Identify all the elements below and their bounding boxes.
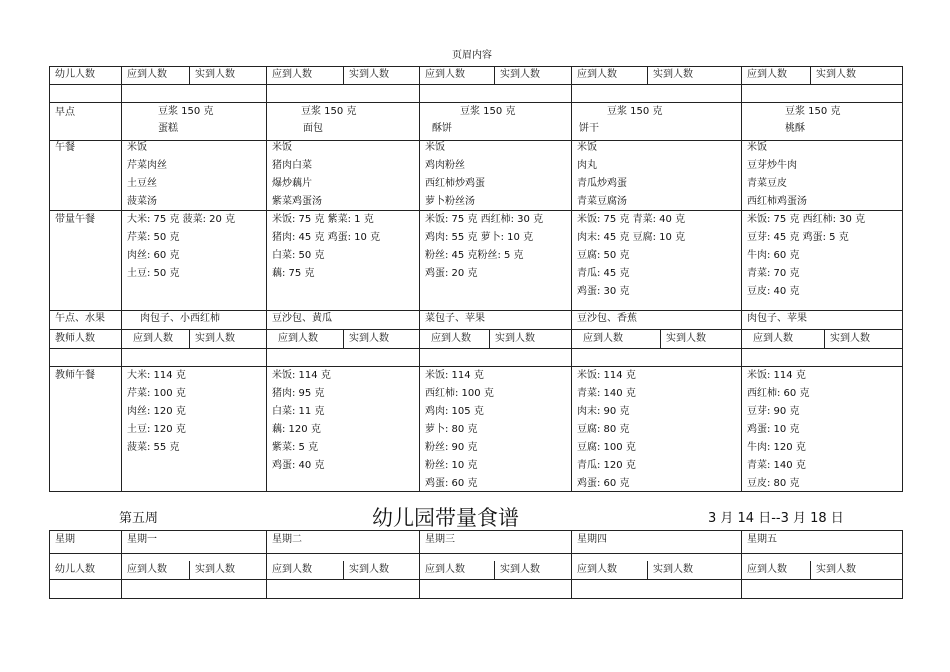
expected-count-header: 应到人数 — [747, 564, 787, 575]
table-rule-vertical — [49, 66, 50, 491]
expected-count-header: 应到人数 — [747, 69, 787, 80]
table-rule-vertical — [189, 561, 190, 579]
table-rule-horizontal — [49, 84, 903, 85]
teacher-expected-header: 应到人数 — [133, 333, 173, 344]
teacher-amount: 豆腐: 100 克 — [577, 442, 636, 453]
breakfast-food: 酥饼 — [432, 123, 452, 134]
actual-count-header: 实到人数 — [195, 69, 235, 80]
weekday-name: 星期三 — [425, 534, 455, 545]
teacher-expected-header: 应到人数 — [583, 333, 623, 344]
weekday-name: 星期四 — [577, 534, 607, 545]
teacher-amount: 粉丝: 10 克 — [425, 460, 478, 471]
lunch-amount: 豆芽: 45 克 鸡蛋: 5 克 — [747, 232, 849, 243]
table-rule-horizontal — [49, 210, 903, 211]
table-rule-vertical — [571, 530, 572, 598]
lunch-amount: 猪肉: 45 克 鸡蛋: 10 克 — [272, 232, 381, 243]
table-rule-vertical — [49, 530, 50, 598]
breakfast-drink: 豆浆 150 克 — [607, 106, 663, 117]
lunch-dish: 米饭 — [425, 142, 445, 153]
expected-count-header: 应到人数 — [272, 69, 312, 80]
lunch-dish: 芹菜肉丝 — [127, 160, 167, 171]
table-rule-vertical — [189, 329, 190, 348]
teacher-amount: 米饭: 114 克 — [425, 370, 484, 381]
snack-item: 豆沙包、香蕉 — [577, 313, 637, 324]
teacher-amount: 藕: 120 克 — [272, 424, 321, 435]
week-label: 第五周 — [119, 511, 159, 526]
table-rule-vertical — [343, 561, 344, 579]
table-rule-horizontal — [49, 140, 903, 141]
teacher-actual-header: 实到人数 — [495, 333, 535, 344]
lunch-dish: 豆芽炒牛肉 — [747, 160, 797, 171]
table-rule-vertical — [741, 530, 742, 598]
lunch-dish: 西红柿炒鸡蛋 — [425, 178, 485, 189]
teacher-actual-header: 实到人数 — [830, 333, 870, 344]
label-lunch: 午餐 — [55, 142, 75, 153]
table-rule-vertical — [741, 66, 742, 491]
teacher-amount: 菠菜: 55 克 — [127, 442, 180, 453]
page-header: 页眉内容 — [452, 50, 492, 61]
teacher-amount: 豆腐: 80 克 — [577, 424, 630, 435]
lunch-dish: 米饭 — [127, 142, 147, 153]
breakfast-drink: 豆浆 150 克 — [460, 106, 516, 117]
expected-count-header: 应到人数 — [272, 564, 312, 575]
teacher-expected-header: 应到人数 — [753, 333, 793, 344]
actual-count-header: 实到人数 — [500, 564, 540, 575]
table-rule-vertical — [810, 66, 811, 84]
breakfast-food: 桃酥 — [785, 123, 805, 134]
teacher-amount: 鸡蛋: 40 克 — [272, 460, 325, 471]
weekday-name: 星期五 — [747, 534, 777, 545]
table-rule-horizontal — [49, 102, 903, 103]
actual-count-header: 实到人数 — [500, 69, 540, 80]
table-rule-vertical — [902, 530, 903, 598]
expected-count-header: 应到人数 — [425, 69, 465, 80]
teacher-amount: 鸡蛋: 10 克 — [747, 424, 800, 435]
actual-count-header: 实到人数 — [349, 564, 389, 575]
lunch-amount: 鸡蛋: 20 克 — [425, 268, 478, 279]
label-attendance: 幼儿人数 — [55, 69, 95, 80]
table-rule-horizontal — [49, 598, 903, 599]
table-rule-horizontal — [49, 66, 903, 67]
teacher-amount: 土豆: 120 克 — [127, 424, 186, 435]
lunch-dish: 肉丸 — [577, 160, 597, 171]
table-rule-vertical — [494, 66, 495, 84]
lunch-amount: 芹菜: 50 克 — [127, 232, 180, 243]
teacher-amount: 大米: 114 克 — [127, 370, 186, 381]
actual-count-header: 实到人数 — [653, 69, 693, 80]
teacher-actual-header: 实到人数 — [195, 333, 235, 344]
label-teacher-lunch: 教师午餐 — [55, 370, 95, 381]
table-rule-vertical — [343, 329, 344, 348]
lunch-dish: 爆炒藕片 — [272, 178, 312, 189]
lunch-dish: 青菜豆皮 — [747, 178, 787, 189]
lunch-dish: 米饭 — [577, 142, 597, 153]
table-rule-vertical — [343, 66, 344, 84]
table-rule-vertical — [647, 561, 648, 579]
table-rule-vertical — [571, 66, 572, 491]
date-range: 3 月 14 日--3 月 18 日 — [708, 511, 844, 526]
snack-item: 菜包子、苹果 — [425, 313, 485, 324]
label-teacher-count: 教师人数 — [55, 333, 95, 344]
weekday-label: 星期 — [55, 534, 75, 545]
table-rule-horizontal — [49, 553, 903, 554]
table-rule-horizontal — [49, 491, 903, 492]
teacher-amount: 青菜: 140 克 — [577, 388, 636, 399]
lunch-amount: 豆腐: 50 克 — [577, 250, 630, 261]
lunch-dish: 土豆丝 — [127, 178, 157, 189]
lunch-amount: 土豆: 50 克 — [127, 268, 180, 279]
actual-count-header: 实到人数 — [195, 564, 235, 575]
snack-item: 豆沙包、黄瓜 — [272, 313, 332, 324]
table-rule-horizontal — [49, 310, 903, 311]
lunch-amount: 青瓜: 45 克 — [577, 268, 630, 279]
table-rule-vertical — [647, 66, 648, 84]
label-breakfast: 早点 — [55, 107, 75, 118]
table-rule-vertical — [810, 561, 811, 579]
weekday-name: 星期二 — [272, 534, 302, 545]
teacher-amount: 肉末: 90 克 — [577, 406, 630, 417]
teacher-amount: 芹菜: 100 克 — [127, 388, 186, 399]
label-lunch-amounts: 带量午餐 — [55, 214, 95, 225]
teacher-amount: 西红柿: 60 克 — [747, 388, 810, 399]
table-rule-vertical — [121, 66, 122, 491]
expected-count-header: 应到人数 — [127, 69, 167, 80]
expected-count-header: 应到人数 — [425, 564, 465, 575]
teacher-amount: 青菜: 140 克 — [747, 460, 806, 471]
lunch-amount: 白菜: 50 克 — [272, 250, 325, 261]
teacher-amount: 肉丝: 120 克 — [127, 406, 186, 417]
table-rule-vertical — [266, 530, 267, 598]
table-rule-vertical — [419, 530, 420, 598]
lunch-amount: 米饭: 75 克 青菜: 40 克 — [577, 214, 686, 225]
table-rule-vertical — [902, 66, 903, 491]
breakfast-food: 面包 — [303, 123, 323, 134]
lunch-amount: 米饭: 75 克 紫菜: 1 克 — [272, 214, 374, 225]
table-rule-vertical — [660, 329, 661, 348]
lunch-amount: 米饭: 75 克 西红柿: 30 克 — [425, 214, 544, 225]
expected-count-header: 应到人数 — [127, 564, 167, 575]
actual-count-header: 实到人数 — [653, 564, 693, 575]
table-rule-vertical — [189, 66, 190, 84]
snack-item: 肉包子、小西红柿 — [140, 313, 220, 324]
teacher-amount: 豆皮: 80 克 — [747, 478, 800, 489]
lunch-dish: 紫菜鸡蛋汤 — [272, 196, 322, 207]
lunch-amount: 鸡蛋: 30 克 — [577, 286, 630, 297]
lunch-dish: 鸡肉粉丝 — [425, 160, 465, 171]
table-rule-horizontal — [49, 530, 903, 531]
breakfast-drink: 豆浆 150 克 — [158, 106, 214, 117]
expected-count-header: 应到人数 — [577, 69, 617, 80]
table-rule-horizontal — [49, 348, 903, 349]
breakfast-food: 饼干 — [579, 123, 599, 134]
attendance-label-bottom: 幼儿人数 — [55, 564, 95, 575]
label-snack: 午点、水果 — [55, 313, 105, 324]
teacher-amount: 鸡蛋: 60 克 — [577, 478, 630, 489]
lunch-dish: 米饭 — [747, 142, 767, 153]
table-rule-horizontal — [49, 329, 903, 330]
teacher-amount: 鸡蛋: 60 克 — [425, 478, 478, 489]
table-rule-horizontal — [49, 366, 903, 367]
teacher-amount: 白菜: 11 克 — [272, 406, 325, 417]
menu-title: 幼儿园带量食谱 — [372, 506, 519, 530]
lunch-dish: 米饭 — [272, 142, 292, 153]
teacher-amount: 紫菜: 5 克 — [272, 442, 319, 453]
teacher-amount: 米饭: 114 克 — [577, 370, 636, 381]
lunch-amount: 藕: 75 克 — [272, 268, 315, 279]
table-rule-horizontal — [49, 579, 903, 580]
table-rule-vertical — [121, 530, 122, 598]
lunch-dish: 猪肉白菜 — [272, 160, 312, 171]
teacher-expected-header: 应到人数 — [431, 333, 471, 344]
lunch-amount: 牛肉: 60 克 — [747, 250, 800, 261]
table-rule-vertical — [494, 561, 495, 579]
teacher-amount: 萝卜: 80 克 — [425, 424, 478, 435]
teacher-amount: 米饭: 114 克 — [272, 370, 331, 381]
lunch-amount: 青菜: 70 克 — [747, 268, 800, 279]
teacher-amount: 西红柿: 100 克 — [425, 388, 494, 399]
teacher-actual-header: 实到人数 — [349, 333, 389, 344]
lunch-dish: 青瓜炒鸡蛋 — [577, 178, 627, 189]
lunch-amount: 肉丝: 60 克 — [127, 250, 180, 261]
actual-count-header: 实到人数 — [349, 69, 389, 80]
lunch-dish: 青菜豆腐汤 — [577, 196, 627, 207]
teacher-amount: 青瓜: 120 克 — [577, 460, 636, 471]
actual-count-header: 实到人数 — [816, 69, 856, 80]
teacher-amount: 猪肉: 95 克 — [272, 388, 325, 399]
weekday-name: 星期一 — [127, 534, 157, 545]
lunch-dish: 萝卜粉丝汤 — [425, 196, 475, 207]
lunch-amount: 豆皮: 40 克 — [747, 286, 800, 297]
lunch-dish: 西红柿鸡蛋汤 — [747, 196, 807, 207]
lunch-amount: 鸡肉: 55 克 萝卜: 10 克 — [425, 232, 534, 243]
table-rule-vertical — [419, 66, 420, 491]
breakfast-drink: 豆浆 150 克 — [785, 106, 841, 117]
teacher-amount: 米饭: 114 克 — [747, 370, 806, 381]
lunch-amount: 粉丝: 45 克粉丝: 5 克 — [425, 250, 524, 261]
snack-item: 肉包子、苹果 — [747, 313, 807, 324]
lunch-dish: 菠菜汤 — [127, 196, 157, 207]
expected-count-header: 应到人数 — [577, 564, 617, 575]
teacher-amount: 牛肉: 120 克 — [747, 442, 806, 453]
table-rule-vertical — [489, 329, 490, 348]
breakfast-food: 蛋糕 — [158, 123, 178, 134]
breakfast-drink: 豆浆 150 克 — [301, 106, 357, 117]
actual-count-header: 实到人数 — [816, 564, 856, 575]
table-rule-vertical — [266, 66, 267, 491]
table-rule-vertical — [824, 329, 825, 348]
lunch-amount: 肉末: 45 克 豆腐: 10 克 — [577, 232, 686, 243]
teacher-amount: 豆芽: 90 克 — [747, 406, 800, 417]
teacher-amount: 粉丝: 90 克 — [425, 442, 478, 453]
teacher-expected-header: 应到人数 — [278, 333, 318, 344]
lunch-amount: 米饭: 75 克 西红柿: 30 克 — [747, 214, 866, 225]
lunch-amount: 大米: 75 克 菠菜: 20 克 — [127, 214, 236, 225]
teacher-amount: 鸡肉: 105 克 — [425, 406, 484, 417]
teacher-actual-header: 实到人数 — [666, 333, 706, 344]
